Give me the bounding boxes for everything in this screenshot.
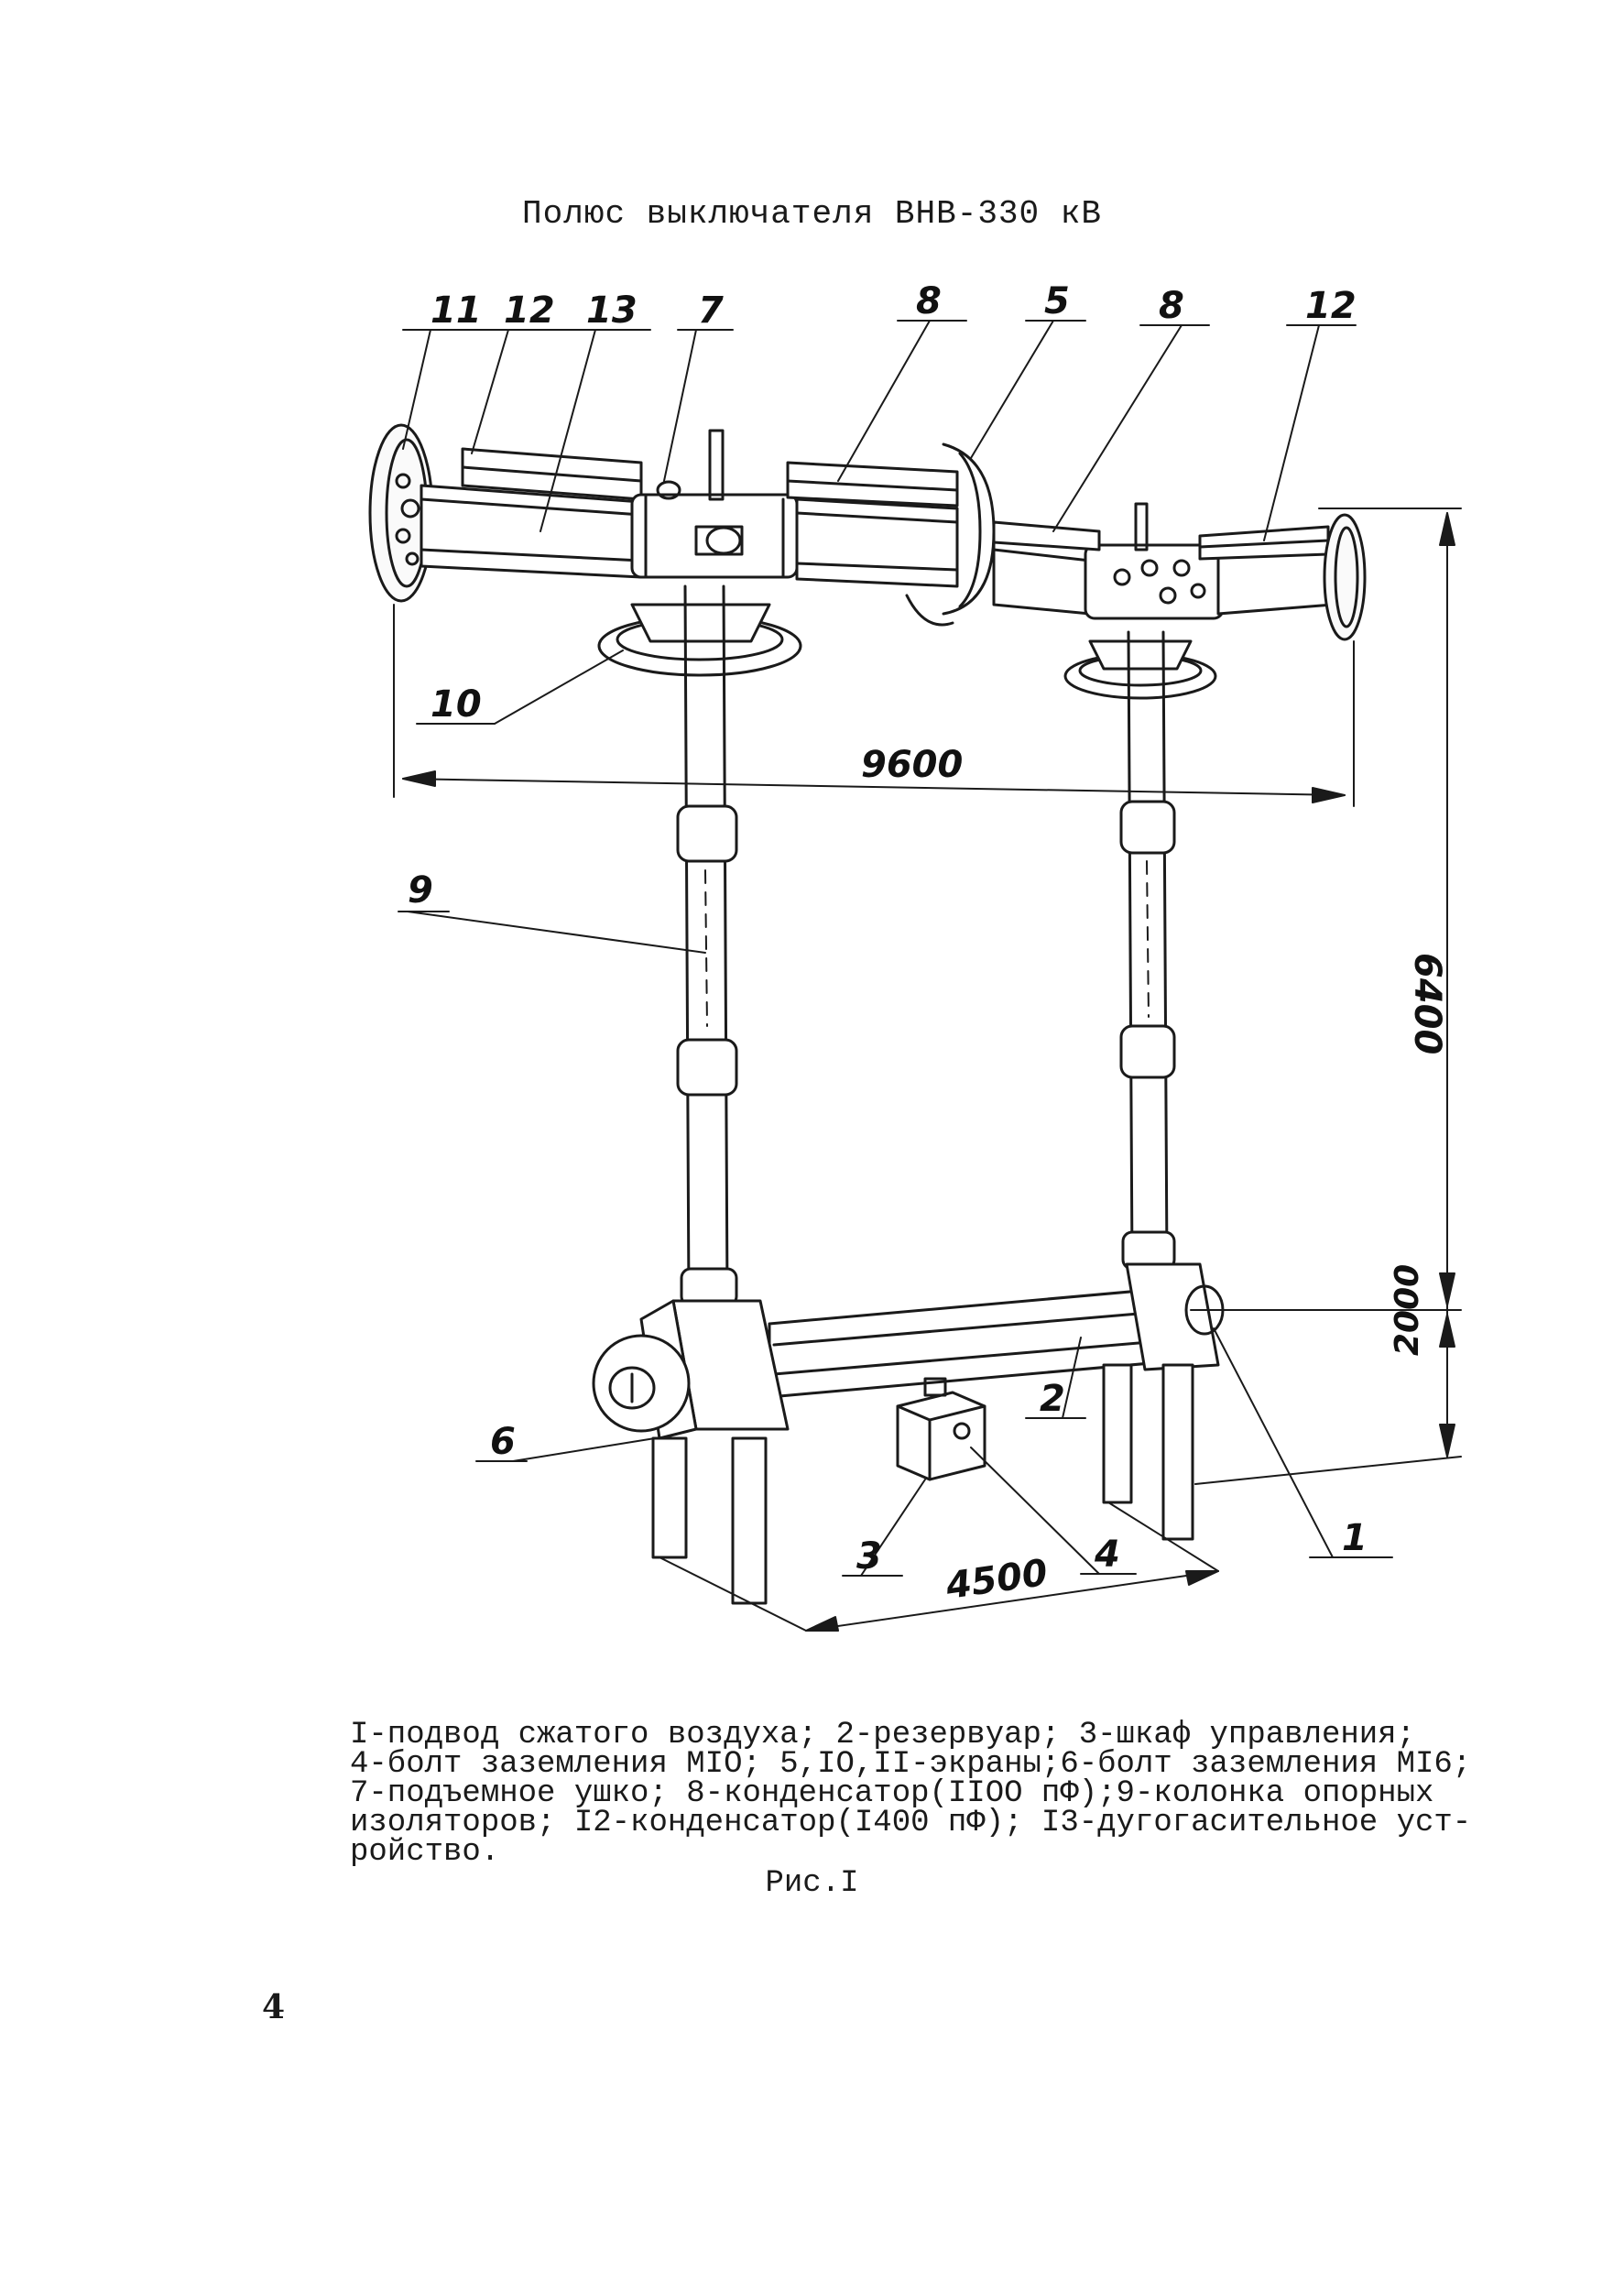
callout-9: 9 (408, 869, 433, 912)
support-frame-left (594, 1301, 788, 1603)
callout-2: 2 (1040, 1378, 1065, 1420)
capacitor-8-middle (788, 463, 957, 506)
dimension-2000-label: 2000 (1389, 1263, 1426, 1356)
callout-13: 13 (586, 289, 638, 332)
callout-6: 6 (490, 1421, 516, 1463)
callout-4: 4 (1095, 1534, 1120, 1576)
caption-line: 4-болт заземления MIO; 5,IO,II-экраны;6-болт заземления MI6; (350, 1747, 1472, 1782)
caption-line: 7-подъемное ушко; 8-конденсатор(IIOO пФ);9-колонка опорных (350, 1776, 1434, 1811)
callout-12-left: 12 (504, 289, 555, 332)
insulator-column-right (1121, 632, 1174, 1269)
caption-line: I-подвод сжатого воздуха; 2-резервуар; 3-шкаф управления; (350, 1718, 1415, 1752)
callout-8-right: 8 (1159, 285, 1184, 327)
caption-line: изоляторов; I2-конденсатор(I400 пФ); I3-дугогасительное уст- (350, 1806, 1472, 1840)
dimension-6400-label: 6400 (1406, 953, 1448, 1055)
figure-caption (350, 1718, 1504, 1870)
page-title: Полюс выключателя ВНВ-330 кВ (522, 195, 1102, 233)
center-joint (632, 431, 797, 577)
callout-8-middle: 8 (916, 280, 942, 322)
callout-3: 3 (856, 1535, 882, 1578)
callout-1: 1 (1342, 1517, 1368, 1559)
callout-5: 5 (1044, 280, 1070, 322)
callout-10: 10 (431, 683, 482, 726)
screen-ring-right (1324, 515, 1365, 639)
insulator-column-left (678, 586, 736, 1305)
middle-chamber (797, 499, 957, 586)
callout-12-right: 12 (1305, 285, 1357, 327)
screen-10-left (599, 605, 801, 675)
arc-chamber-13 (421, 486, 641, 577)
figure-label: Рис.I (765, 1866, 859, 1901)
control-cabinet-3 (898, 1379, 985, 1479)
dimension-9600-label: 9600 (861, 744, 964, 786)
right-joint (1085, 504, 1223, 618)
capacitor-12-right (1200, 527, 1333, 614)
callout-11: 11 (431, 289, 482, 332)
dimension-4500-label: 4500 (943, 1551, 1051, 1608)
screen-10-right (1065, 641, 1215, 698)
page-number: 4 (262, 1988, 286, 2026)
callout-7: 7 (698, 289, 724, 332)
caption-line: ройство. (350, 1835, 500, 1870)
